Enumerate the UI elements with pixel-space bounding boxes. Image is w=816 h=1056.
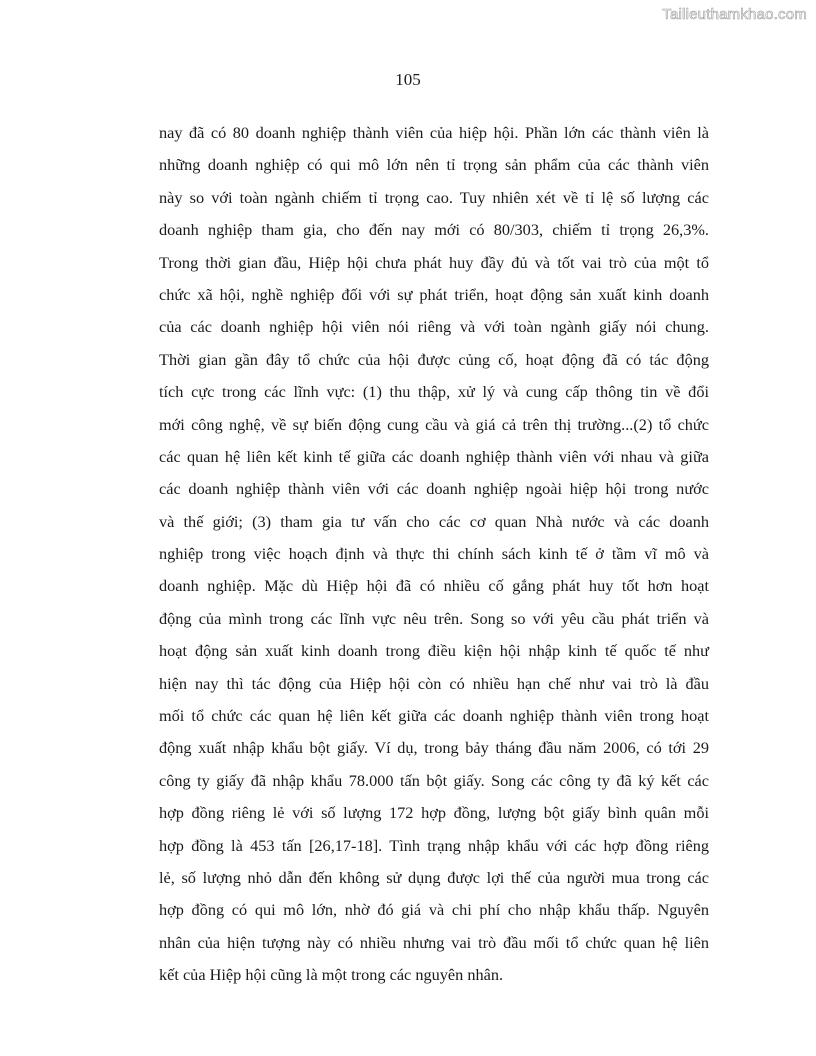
paragraph-line: các quan hệ liên kết kinh tế giữa các doanh nghiệp thành viên với nhau và giữa: [159, 446, 709, 466]
paragraph-line: các doanh nghiệp thành viên với các doanh nghiệp ngoài hiệp hội trong nước: [159, 479, 709, 499]
paragraph-line: động của mình trong các lĩnh vực nêu trên. Song so với yêu cầu phát triển và: [159, 608, 709, 628]
paragraph-line: này so với toàn ngành chiếm tỉ trọng cao. Tuy nhiên xét về tỉ lệ số lượng các: [159, 187, 709, 207]
paragraph-line: nghiệp trong việc hoạch định và thực thi chính sách kinh tế ở tầm vĩ mô và: [159, 544, 709, 564]
paragraph-line: những doanh nghiệp có qui mô lớn nên tỉ trọng sản phẩm của các thành viên: [159, 155, 709, 175]
body-paragraph: [159, 117, 709, 992]
paragraph-line: tích cực trong các lĩnh vực: (1) thu thập, xử lý và cung cấp thông tin về đổi: [159, 382, 709, 402]
paragraph-line: hiện nay thì tác động của Hiệp hội còn có nhiều hạn chế như vai trò là đầu: [159, 673, 709, 693]
paragraph-line: nay đã có 80 doanh nghiệp thành viên của hiệp hội. Phần lớn các thành viên là: [159, 123, 709, 142]
paragraph-line: hoạt động sản xuất kinh doanh trong điều kiện hội nhập kinh tế quốc tế như: [159, 641, 709, 661]
paragraph-line: mối tổ chức các quan hệ liên kết giữa các doanh nghiệp thành viên trong hoạt: [159, 706, 709, 726]
paragraph-line: của các doanh nghiệp hội viên nói riêng và với toàn ngành giấy nói chung.: [159, 317, 709, 337]
paragraph-line: hợp đồng riêng lẻ với số lượng 172 hợp đồng, lượng bột giấy bình quân mỗi: [159, 803, 709, 823]
paragraph-line: doanh nghiệp tham gia, cho đến nay mới có 80/303, chiếm tỉ trọng 26,3%.: [159, 220, 709, 240]
paragraph-line: nhân của hiện tượng này có nhiều nhưng vai trò đầu mối tổ chức quan hệ liên: [159, 932, 709, 952]
paragraph-line: lẻ, số lượng nhỏ dẫn đến không sử dụng được lợi thế của người mua trong các: [159, 867, 709, 887]
watermark-text: Tailieuthamkhao.com: [662, 6, 807, 23]
paragraph-line: kết của Hiệp hội cũng là một trong các nguyên nhân.: [159, 965, 504, 985]
paragraph-line: hợp đồng có qui mô lớn, nhờ đó giá và chi phí cho nhập khẩu thấp. Nguyên: [159, 900, 709, 920]
paragraph-line: mới công nghệ, về sự biến động cung cầu và giá cả trên thị trường...(2) tổ chức: [159, 414, 709, 434]
paragraph-line: và thế giới; (3) tham gia tư vấn cho các cơ quan Nhà nước và các doanh: [159, 511, 709, 531]
paragraph-line: chức xã hội, nghề nghiệp đối với sự phát triển, hoạt động sản xuất kinh doanh: [159, 284, 709, 304]
paragraph-line: động xuất nhập khẩu bột giấy. Ví dụ, trong bảy tháng đầu năm 2006, có tới 29: [159, 738, 709, 758]
paragraph-line: Trong thời gian đầu, Hiệp hội chưa phát huy đầy đủ và tốt vai trò của một tổ: [159, 252, 709, 272]
paragraph-line: Thời gian gần đây tổ chức của hội được củng cố, hoạt động đã có tác động: [159, 349, 709, 369]
page-number: 105: [395, 70, 421, 89]
paragraph-line: doanh nghiệp. Mặc dù Hiệp hội đã có nhiều cố gắng phát huy tốt hơn hoạt: [159, 576, 709, 596]
paragraph-line: công ty giấy đã nhập khẩu 78.000 tấn bột giấy. Song các công ty đã ký kết các: [159, 770, 709, 790]
paragraph-line: hợp đồng là 453 tấn [26,17-18]. Tình trạng nhập khẩu với các hợp đồng riêng: [159, 835, 709, 855]
